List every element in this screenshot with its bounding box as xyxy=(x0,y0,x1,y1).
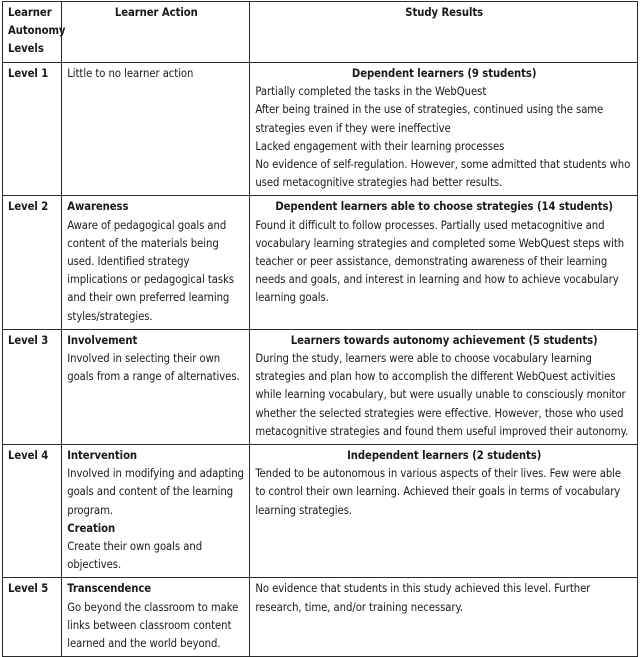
study-results-cell xyxy=(250,329,638,444)
action-title: Creation xyxy=(67,521,116,535)
action-title: Transcendence xyxy=(67,582,152,596)
action-text: Aware of pedagogical goals and content of the materials being used. Identified strategy implications or pedagogical tasks and their own preferred learning styles/strategies. xyxy=(67,218,235,323)
result-heading: Independent learners (2 students) xyxy=(347,449,542,463)
result-text: Lacked engagement with their learning processes xyxy=(255,139,505,153)
result-heading: Dependent learners able to choose strategies (14 students) xyxy=(275,200,613,214)
table-row xyxy=(3,445,638,578)
study-results-cell xyxy=(250,578,638,657)
level-label: Level 2 xyxy=(3,196,62,329)
table-row xyxy=(3,578,638,657)
result-text: After being trained in the use of strategies, continued using the same strategies even if they were ineffective xyxy=(255,103,604,135)
result-text: During the study, learners were able to choose vocabulary learning strategies and plan how to accomplish the different WebQuest activities while learning vocabulary, but were usually unable to consciously monitor whether the selected strategies were effective. However, those who used metacognitive strategies and found them useful improved their autonomy. xyxy=(255,352,629,438)
action-title: Intervention xyxy=(67,449,138,463)
header-autonomy-levels: Learner Autonomy Levels xyxy=(3,2,62,63)
level-label: Level 1 xyxy=(3,63,62,196)
result-text: No evidence that students in this study achieved this level. Further research, time, and/or training necessary. xyxy=(255,582,591,614)
level-label: Level 4 xyxy=(3,445,62,578)
action-text: Involved in modifying and adapting goals and content of the learning program. xyxy=(67,467,244,517)
learner-action-cell xyxy=(62,196,250,329)
learner-autonomy-table xyxy=(2,1,638,657)
table-row xyxy=(3,196,638,329)
result-heading: Learners towards autonomy achievement (5 students) xyxy=(290,333,598,347)
result-text: No evidence of self-regulation. However, some admitted that students who used metacognitive strategies had better results. xyxy=(255,158,631,190)
learner-action-cell xyxy=(62,445,250,578)
level-label: Level 5 xyxy=(3,578,62,657)
header-learner-action: Learner Action xyxy=(62,2,250,63)
study-results-cell xyxy=(250,445,638,578)
action-title: Involvement xyxy=(67,333,138,347)
action-text: Go beyond the classroom to make links between classroom content learned and the world beyond. xyxy=(67,600,239,651)
table-row xyxy=(3,329,638,444)
result-text: Found it difficult to follow processes. Partially used metacognitive and vocabulary learning strategies and completed some WebQuest steps with teacher or peer assistance, demonstrating awareness of their learning needs and goals, and interest in learning and how to achieve vocabulary learning goals. xyxy=(255,218,625,305)
table-row xyxy=(3,63,638,196)
learner-action-cell xyxy=(62,329,250,444)
action-text: Involved in selecting their own goals from a range of alternatives. xyxy=(67,352,240,384)
learner-action-cell xyxy=(62,578,250,657)
result-text: Tended to be autonomous in various aspects of their lives. Few were able to control their own learning. Achieved their goals in terms of vocabulary learning strategies. xyxy=(255,467,622,517)
result-text: Partially completed the tasks in the WebQuest xyxy=(255,85,487,99)
action-text: Create their own goals and objectives. xyxy=(67,540,203,572)
header-row xyxy=(3,2,638,63)
study-results-cell xyxy=(250,196,638,329)
level-label: Level 3 xyxy=(3,329,62,444)
header-study-results: Study Results xyxy=(250,2,638,63)
action-title: Awareness xyxy=(67,200,129,214)
learner-action-cell xyxy=(62,63,250,196)
study-results-cell xyxy=(250,63,638,196)
result-heading: Dependent learners (9 students) xyxy=(351,67,537,80)
action-text: Little to no learner action xyxy=(67,67,194,80)
